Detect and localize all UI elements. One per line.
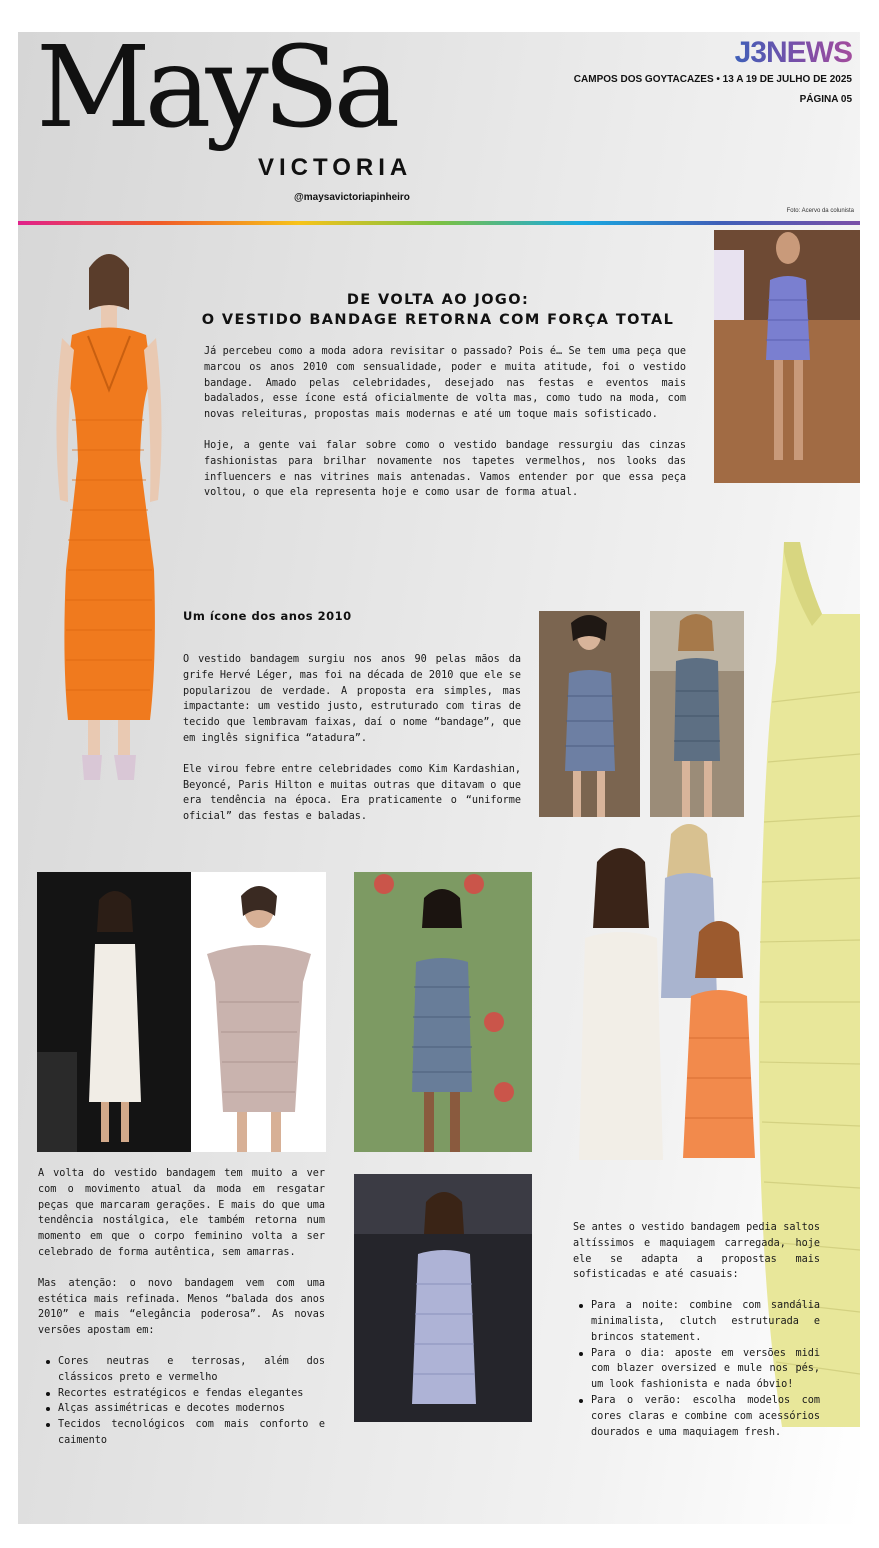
section-title-icone: Um ícone dos anos 2010 (183, 609, 352, 623)
list-item: Tecidos tecnológicos com mais conforto e caimento (44, 1417, 325, 1449)
newspaper-brand: J3NEWS (734, 36, 852, 69)
page-number: PÁGINA 05 (799, 94, 852, 105)
photo-nude-offshoulder-dress (191, 872, 326, 1152)
photo-runway-blue-dress (714, 230, 860, 483)
article-headline (188, 290, 688, 330)
headline-line-2: O VESTIDO BANDAGE RETORNA COM FORÇA TOTAL (201, 312, 675, 328)
list-item: Para o verão: escolha modelos com cores claras e combine com acessórios dourados e uma maquiagem fresh. (577, 1393, 820, 1440)
section-3-bullet-list (573, 1298, 820, 1440)
intro-paragraph-2: Hoje, a gente vai falar sobre como o vestido bandage ressurgiu das cinzas fashionistas para brilhar novamente nos tapetes vermelhos, nos looks das influencers e nas vitrines mais antenadas. Vamos entender por que essa peça voltou, o que ela representa hoje e como usar de forma atual. (204, 439, 686, 499)
photo-red-carpet-blue-dress (354, 872, 532, 1152)
photo-white-dress-night (37, 872, 191, 1152)
photo-orange-dress-model (32, 240, 182, 785)
newspaper-page (18, 32, 860, 1524)
photo-credit: Foto: Acervo da colunista (786, 208, 854, 214)
section-2-text (38, 1166, 325, 1449)
headline-line-1: DE VOLTA AO JOGO: (346, 292, 530, 308)
section-1-paragraph-1: O vestido bandagem surgiu nos anos 90 pelas mãos da grife Hervé Léger, mas foi na década de 2010 que ele se popularizou de verdade. A proposta era simples, mas impactante: um vestido justo, estruturado com tiras de tecido que lembravam faixas, daí o nome “bandage”, que em inglês significa “atadura”. (183, 654, 521, 744)
list-item: Para o dia: aposte em versões midi com blazer oversized e mule nos pés, um look fashionista e nada óbvio! (577, 1346, 820, 1393)
photo-runway-strapless-blue (539, 611, 640, 817)
section-2-paragraph-1: A volta do vestido bandagem tem muito a ver com o movimento atual da moda em resgatar peças que marcaram gerações. E mais do que uma tendência nostálgica, ele também retorna num momento em que o corpo feminino volta a ser celebrado de forma autêntica, sem amarras. (38, 1168, 325, 1258)
section-2-paragraph-2: Mas atenção: o novo bandagem vem com uma estética mais refinada. Menos “balada dos anos 2010” e mais “elegância poderosa”. As novas versões apostam em: (38, 1277, 325, 1337)
photo-runway-lavender-dress (354, 1174, 532, 1422)
photo-three-models-bandage (551, 818, 773, 1160)
social-handle: @maysavictoriapinheiro (294, 192, 410, 203)
list-item: Recortes estratégicos e fendas elegantes (44, 1386, 325, 1402)
intro-paragraph-1: Já percebeu como a moda adora revisitar o passado? Pois é… Se tem uma peça que marcou os anos 2010 com sensualidade, poder e muita atitude, foi o vestido bandage. Amado pelas celebridades, desejado nas festas e eventos mais badalados, esse ícone está oficialmente de volta mas, como tudo na moda, com novas releituras, propostas mais modernas e até um toque mais sofisticado. (204, 346, 686, 421)
edition-line: CAMPOS DOS GOYTACAZES • 13 A 19 DE JULHO DE 2025 (573, 74, 852, 85)
list-item: Alças assimétricas e decotes modernos (44, 1401, 325, 1417)
column-logo-subtitle: VICTORIA (258, 154, 413, 181)
intro-text (204, 344, 686, 516)
rainbow-divider (18, 221, 860, 225)
column-logo: MaySa (36, 32, 395, 153)
section-2-bullet-list (38, 1354, 325, 1449)
section-3-paragraph-1: Se antes o vestido bandagem pedia saltos altíssimos e maquiagem carregada, hoje ele se adapta a propostas mais sofisticadas e até casuais: (573, 1222, 820, 1281)
section-1-paragraph-2: Ele virou febre entre celebridades como Kim Kardashian, Beyoncé, Paris Hilton e muitas outras que ditavam o que era tendência na época. Era praticamente o “uniforme oficial” das festas e baladas. (183, 763, 521, 823)
section-1-text (183, 652, 521, 840)
list-item: Para a noite: combine com sandália minimalista, clutch estruturada e brincos statement. (577, 1298, 820, 1345)
section-3-text (573, 1220, 820, 1440)
photo-street-grey-dress (650, 611, 744, 817)
list-item: Cores neutras e terrosas, além dos clássicos preto e vermelho (44, 1354, 325, 1386)
